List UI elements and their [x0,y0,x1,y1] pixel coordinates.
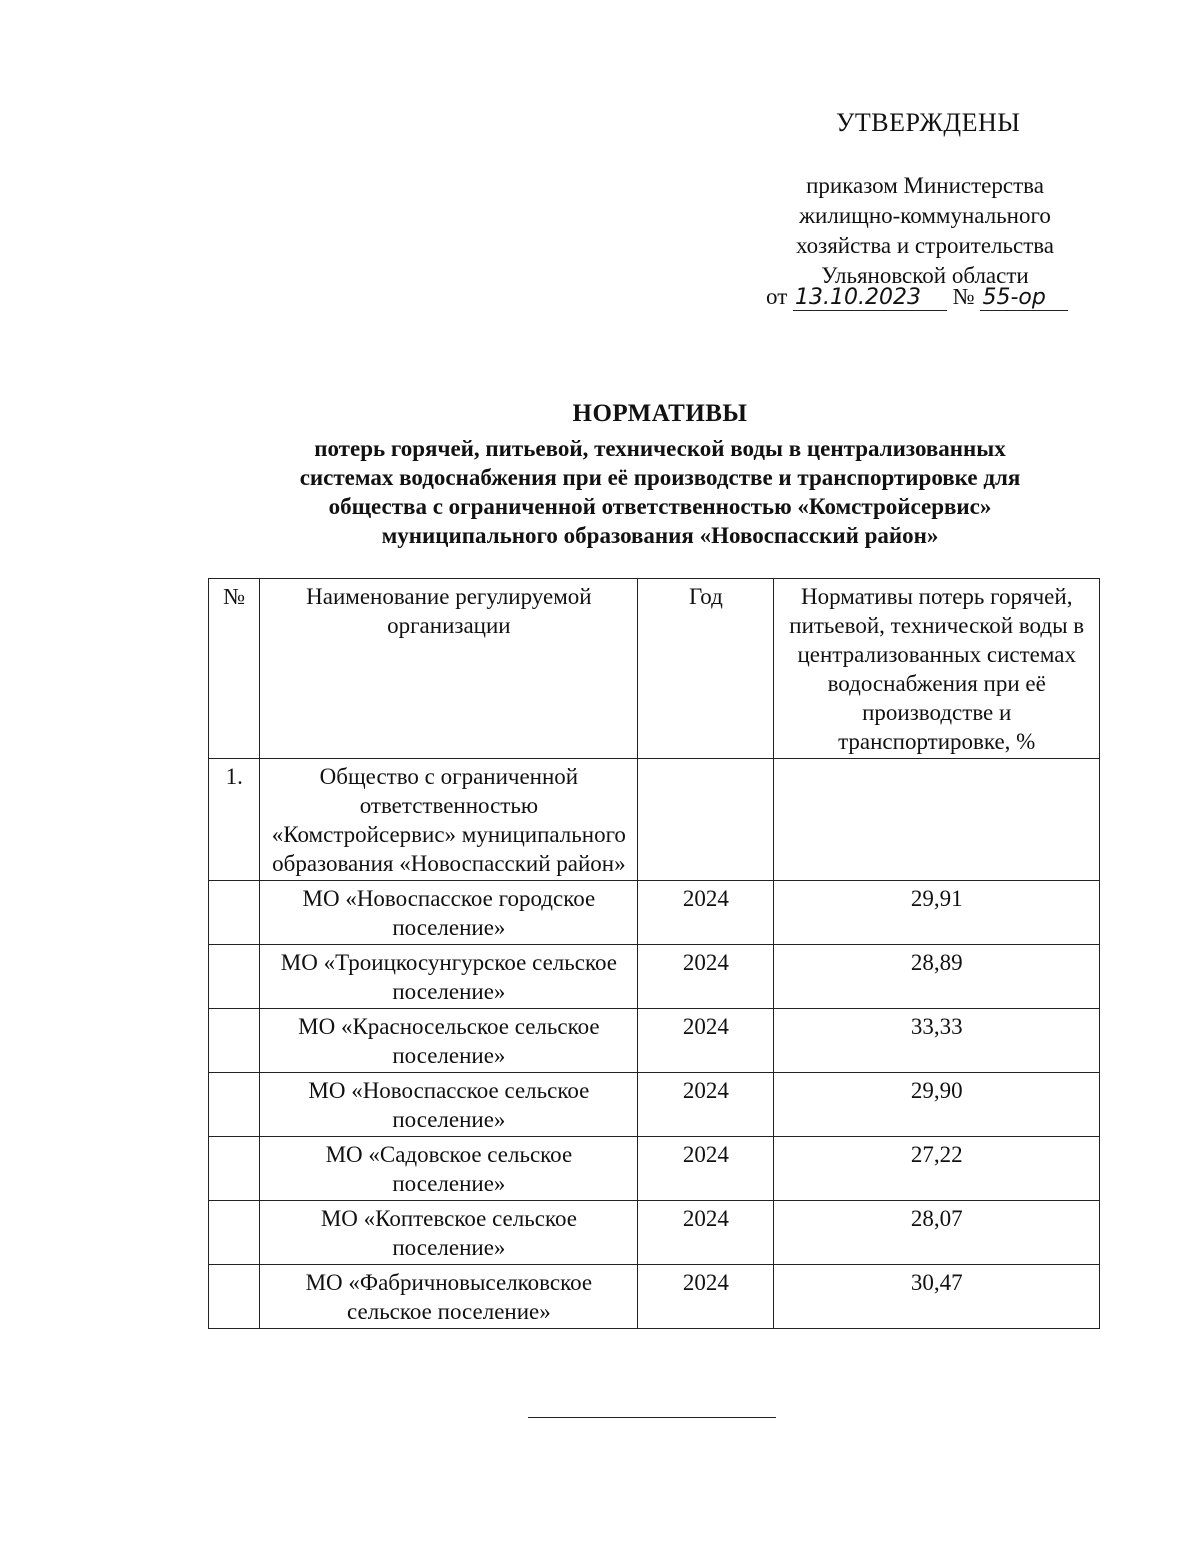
order-issuer-line: хозяйства и строительства [795,233,1055,258]
cell-year: 2024 [638,1201,774,1265]
norms-table [208,578,1100,1329]
subtitle-line: муниципального образования «Новоспасский район» [381,523,939,548]
cell-organization: МО «Красносельское сельское поселение» [260,1009,638,1073]
table-row [209,1009,1100,1073]
cell-norm: 27,22 [774,1137,1100,1201]
cell-organization: МО «Новоспасское сельское поселение» [260,1073,638,1137]
cell-norm: 29,90 [774,1073,1100,1137]
order-date-number [766,284,1068,311]
cell-norm: 30,47 [774,1265,1100,1329]
header-year: Год [638,579,774,759]
cell-year: 2024 [638,1137,774,1201]
number-prefix: № [952,284,975,309]
cell-number [209,1009,260,1073]
cell-year: 2024 [638,881,774,945]
document-title: НОРМАТИВЫ [572,400,748,427]
cell-year [638,759,774,881]
table-header-row [209,579,1100,759]
cell-year: 2024 [638,945,774,1009]
approved-title: УТВЕРЖДЕНЫ [836,108,1021,137]
header-organization: Наименование регулируемой организации [260,579,638,759]
subtitle-line: потерь горячей, питьевой, технической воды в централизованных [314,436,1006,461]
cell-norm [774,759,1100,881]
cell-year: 2024 [638,1265,774,1329]
table-row [209,1137,1100,1201]
cell-number [209,881,260,945]
cell-organization: МО «Троицкосунгурское сельское поселение» [260,945,638,1009]
cell-number: 1. [209,759,260,881]
order-date-handwritten: 13.10.2023 [793,285,947,311]
cell-number [209,1201,260,1265]
date-prefix: от [766,284,788,309]
table-row [209,1201,1100,1265]
cell-year: 2024 [638,1073,774,1137]
cell-norm: 33,33 [774,1009,1100,1073]
cell-number [209,1137,260,1201]
table-row [209,1265,1100,1329]
cell-number [209,1265,260,1329]
subtitle-line: системах водоснабжения при её производстве и транспортировке для [299,465,1021,490]
order-number-handwritten: 55-ор [980,285,1068,311]
cell-number [209,1073,260,1137]
subtitle-line: общества с ограниченной ответственностью «Комстройсервис» [328,494,992,519]
document-subtitle [210,434,1110,550]
table-row [209,881,1100,945]
order-issuer-line: жилищно-коммунального [799,203,1051,228]
cell-norm: 29,91 [774,881,1100,945]
cell-number [209,945,260,1009]
order-issuer-line: Ульяновской области [821,263,1029,288]
cell-organization: МО «Садовское сельское поселение» [260,1137,638,1201]
header-norm: Нормативы потерь горячей, питьевой, технической воды в централизованных системах водоснабжения при её производстве и транспортировке, % [774,579,1100,759]
end-divider [528,1417,776,1418]
cell-year: 2024 [638,1009,774,1073]
cell-organization: Общество с ограниченной ответственностью «Комстройсервис» муниципального образования «Новоспасский район» [260,759,638,881]
document-heading [210,400,1110,550]
order-issuer [760,171,1090,291]
cell-organization: МО «Новоспасское городское поселение» [260,881,638,945]
cell-organization: МО «Фабричновыселковское сельское поселение» [260,1265,638,1329]
table-row [209,945,1100,1009]
table-row [209,1073,1100,1137]
cell-norm: 28,07 [774,1201,1100,1265]
order-issuer-line: приказом Министерства [806,173,1044,198]
cell-organization: МО «Коптевское сельское поселение» [260,1201,638,1265]
cell-norm: 28,89 [774,945,1100,1009]
header-number: № [209,579,260,759]
table-row-company [209,759,1100,881]
